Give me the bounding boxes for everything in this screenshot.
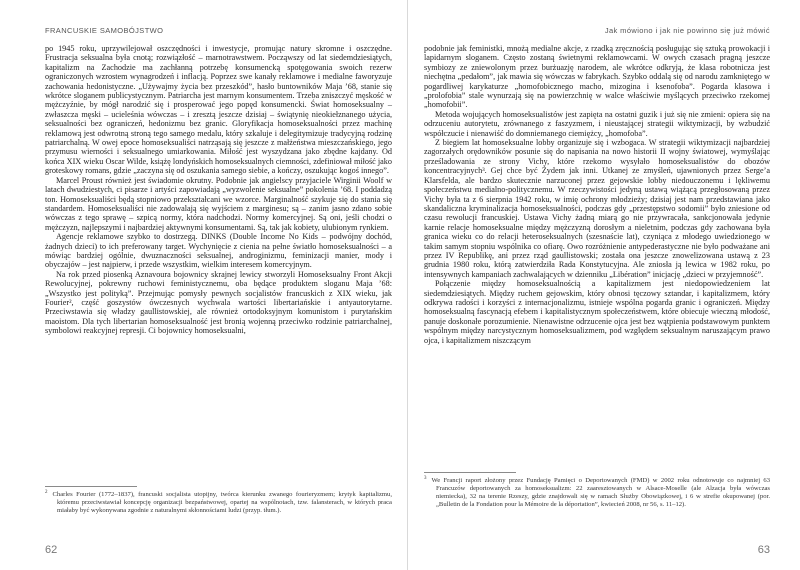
footnote bbox=[45, 491, 392, 515]
body-paragraph: Na rok przed piosenką Aznavoura bojownicy skrajnej lewicy stworzyli Homoseksualny Front Akcji Rewolucyjnej, pokrewny ruchowi feministycznemu, oba będące produktem sloganu Maja ’68: „Wszystko jest polityką”. Przejmując pomysły pewnych socjalistów francuskich z XIX wieku, jak Fourier², część goszystów ówczesnych wychwala wartości libertariańskie i antyautorytarne. Przeciwstawia się władzy gaullistowskiej, ale również ortodoksyjnym komunistom i purytańskim maoistom. Dla tych libertarian homoseksualność jest bronią wojenną przeciwko rodzinie patriarchalnej, symbolowi reakcyjnej represji. Ci bojownicy homoseksualni, bbox=[45, 269, 392, 336]
body-paragraph: Agencje reklamowe szybko to dostrzegą. DINKS (Double Income No Kids – podwójny dochód, żadnych dzieci) to ich preferowany target. Wychynięcie z cienia na pełne światło homoseksualności – a mówiąc bardziej ogólnie, dwuznaczności seksualnej, androginizmu, feminizacji manier, mody i obyczajów – jest najpierw, i przede wszystkim, wielkim interesem komercyjnym. bbox=[45, 232, 392, 270]
footnote-rule bbox=[424, 472, 516, 473]
body-paragraph: Połączenie między homoseksualnością a kapitalizmem jest niedopowiedzeniem lat siedemdziesiątych. Między ruchem gejowskim, który obnosi tęczowy sztandar, i kapitalizmem, który odkrywa radości i korzyści z internacjonalizmu, istnieje wspólna pogarda granic i ograniczeń. Między homoseksualną fascynacją efebem i kapitalistycznym społeczeństwem, które obiecuje wieczną młodość, panuje doskonałe porozumienie. Nienawistne odrzucenie ojca jest bez wątpienia podstawowym punktem wspólnym między narcystycznym homoseksualizmem, pod względem seksualnym naruszającym prawo ojca, i kapitalizmem niszczącym bbox=[424, 279, 770, 345]
page-number-left: 62 bbox=[45, 544, 58, 556]
running-header-left: FRANCUSKIE SAMOBÓJSTWO bbox=[45, 26, 164, 35]
footnote-block-right bbox=[424, 472, 770, 509]
footnote-text: We Francji raport złożony przez Fundację Pamięci o Deportowanych (FMD) w 2002 roku odnotowuje co najmniej 63 Francuzów deportowanych za homoseksualizm: 22 zaaresztowanych w Alsace-Moselle (ale Alzacja była wówczas niemiecka), 32 na terenie Rzeszy, gdzie znajdowali się w ramach Służby Obowiązkowej, i 6 w strefie okupowanej (por. „Bulletin de la Fondation pour la Mémoire de la déportation”, kwiecień 2008, nr 56, s. 11–12). bbox=[431, 477, 770, 508]
page-gutter-divider bbox=[407, 0, 408, 570]
footnote-text: Charles Fourier (1772–1837), francuski socjalista utopijny, twórca kierunku zwanego fourieryzmem; krytyk kapitalizmu, któremu przeciwstawiał koncepcję organizacji bezpaństwowej, opartej na wspólnotach, tzw. falansterach, w których praca miałaby być wykonywana zgodnie z naturalnymi skłonnościami ludzi (przyp. tłum.). bbox=[52, 491, 392, 514]
page-body-right bbox=[424, 44, 770, 345]
footnote-rule bbox=[45, 486, 137, 487]
footnote bbox=[424, 477, 770, 509]
page-body-left bbox=[45, 44, 392, 336]
footnote-marker: 2 bbox=[45, 489, 48, 495]
footnote-marker: 3 bbox=[424, 475, 427, 481]
body-paragraph: Z biegiem lat homoseksualne lobby organizuje się i wzbogaca. W strategii wiktymizacji najbardziej zagorzałych orędowników posunie się do napisania na nowo historii II wojny światowej, wymyślając prześladowania ze strony Vichy, które rzekomo wysyłało homoseksualistów do obozów koncentracyjnych³. Gej chce być Żydem jak inni. Utkanej ze zmyśleń, ujawnionych przez Serge’a Klarsfelda, ale bardzo skutecznie narzuconej przez gejowskie lobby niedouczonemu i lękliwemu społeczeństwu medialno-politycznemu. W rzeczywistości jedyną ustawą wiążącą przegłosowaną przez Vichy była ta z 6 sierpnia 1942 roku, w imię ochrony młodzieży; dzisiaj jest nam przedstawiana jako skandaliczna kryminalizacja homoseksualności, podczas gdy „przestępstwo sodomii” było zniesione od czasu rewolucji francuskiej. Ustawa Vichy żadną miarą go nie przywracała, sankcjonowała jedynie karnie relacje homoseksualne między mężczyzną dorosłym a nieletnim, podczas gdy zachowana była granica wieku co do relacji heteroseksualnych (szesnaście lat), czyniąca z młodego uwiedzionego w takim samym stopniu wspólnika co ofiarę. Owo rozróżnienie antypederastyczne nie było podważane ani przez IV Republikę, ani przez rząd gaullistowski; została ona jeszcze znowelizowana ustawą z 23 grudnia 1980 roku, którą zatwierdziła Rada Konstytucyjna. Ale zniosła ją lewica w 1982 roku, po intensywnych kampaniach zachwalających w dzienniku „Libération” inicjację „dzieci w przyjemność”. bbox=[424, 138, 770, 279]
book-page-left bbox=[45, 0, 392, 570]
body-paragraph: podobnie jak feministki, mnożą medialne akcje, z rzadką zręcznością posługując się sztuką prowokacji i lapidarnym sloganem. Często zostaną świetnymi reklamowcami. W owych czasach pragną jeszcze symbiozy ze zniewolonym przez burżuazję narodem, ale wkrótce odkryją, że klasa robotnicza jest niechętna „pedałom”, jak mawia się wówczas w fabrykach. Szybko oddalą się od narodu zamkniętego w pogardliwej karykaturze „homofobicznego macho, mizogina i ksenofoba”. Pogarda klasowa i „prolofobia” stale wynurzają się na powierzchnię w walce właściwie myślących przeciwko rzekomej „homofobii”. bbox=[424, 44, 770, 110]
body-paragraph: Metoda wojujących homoseksualistów jest zapięta na ostatni guzik i już się nie zmieni: opiera się na odrzuceniu autorytetu, zrównanego z faszyzmem, i nieustającej strategii wiktymizacji, by wzbudzić współczucie i nienawiść do domniemanego ciemiężcy, „homofoba”. bbox=[424, 109, 770, 138]
body-paragraph: Marcel Proust również jest świadomie okrutny. Podobnie jak angielscy przyjaciele Wirginii Woolf w latach dwudziestych, ci pisarze i artyści zapowiadają „wyzwolenie seksualne” pokolenia ’68. I poddadzą ton. Homoseksualiści będą stopniowo przekształcani we wzorce. Marginalność szykuje się do stania się standardem. Homoseksualiści nie zadowalają się wyjściem z marginesu; są – zanim jasno zdano sobie wówczas z tego sprawę – szpicą normy, która nadchodzi. Normy komercyjnej. Są oni, jeśli chodzi o mężczyzn, najlepszymi i najbardziej aktywnymi konsumentami. Są, tak jak kobiety, ulubionym rynkiem. bbox=[45, 175, 392, 232]
running-header-right: Jak mówiono i jak nie powinno się już mówić bbox=[604, 26, 770, 35]
footnote-block-left bbox=[45, 486, 392, 515]
book-page-right bbox=[424, 0, 770, 570]
page-number-right: 63 bbox=[757, 544, 770, 556]
body-paragraph: po 1945 roku, uprzywilejował oszczędności i inwestycje, promując natury skromne i oszczędne. Frustracja seksualna była cnotą; rozwiązłość – marnotrawstwem. Począwszy od lat siedemdziesiątych, kapitalizm na Zachodzie ma zachłanną potrzebę konsumencką spotęgowania swoich rezerw ograniczonych wzrostem wynagrodzeń i inflacją. Poprzez swe kanały reklamowe i medialne faworyzuje zachowania hedonistyczne. „Używajmy życia bez przeszkód”, hasło buntowników Maja ’68, stanie się wkrótce sloganem publicystycznym. Patriarcha jest marnym konsumentem. Trzeba zniszczyć męskość w mężczyźnie, by mógł narodzić się i prosperować jego popęd konsumencki. Świat homoseksualny – zwłaszcza męski – ucieleśnia wówczas – i zresztą jeszcze dzisiaj – świątynię nieokiełznanego użycia, seksualności bez ograniczeń, hedonizmu bez granic. Gloryfikacja homoseksualności przez machinę reklamową jest odwrotną stroną tego samego medalu, który szkaluje i delegitymizuje tradycyjną rodzinę patriarchalną. W owej epoce homoseksualiści natrząsają się jeszcze z małżeństwa mieszczańskiego, jego przymusu wierności i seksualnego umiarkowania. Miłość jest wyszydzana jako zbędne kajdany. Od końca XIX wieku Oscar Wilde, książę londyńskich homoseksualnych ciemności, zdefiniował miłość jako groteskowy romans, gdzie „zaczyna się od oszukania samego siebie, a kończy, oszukując kogoś innego”. bbox=[45, 44, 392, 176]
